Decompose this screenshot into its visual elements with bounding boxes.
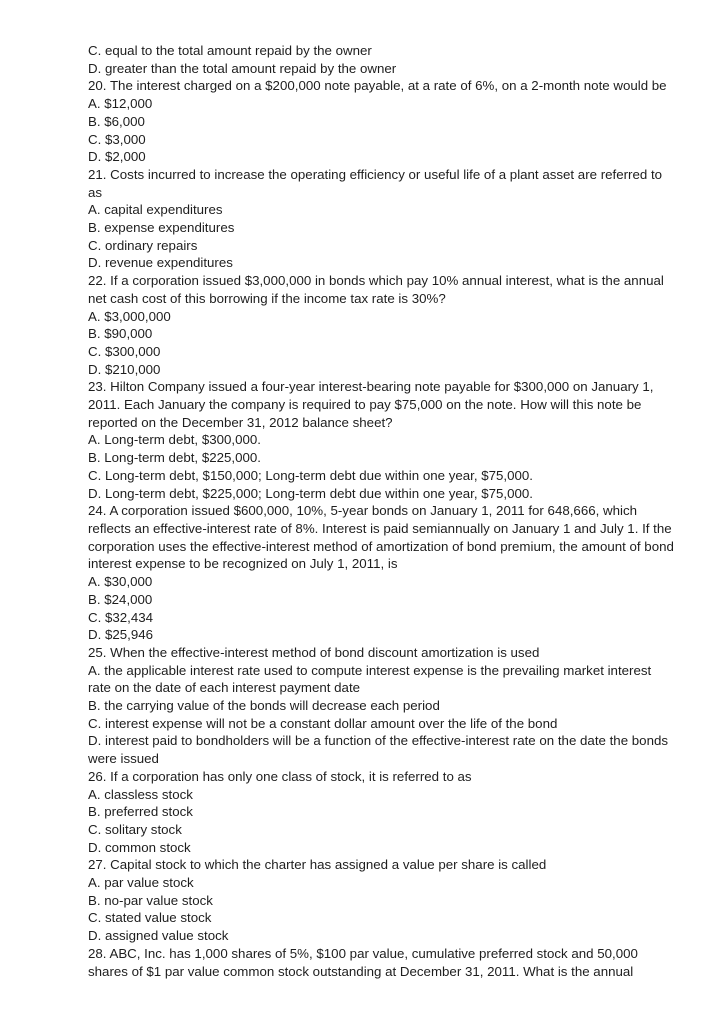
option-a: A. Long-term debt, $300,000. xyxy=(88,432,261,448)
question-23-cont: 2011. Each January the company is required to pay $75,000 on the note. How will this note be xyxy=(88,397,642,413)
option-b: B. Long-term debt, $225,000. xyxy=(88,450,261,466)
question-22-cont: net cash cost of this borrowing if the income tax rate is 30%? xyxy=(88,290,446,306)
option-d: D. interest paid to bondholders will be a function of the effective-interest rate on the date the bonds xyxy=(88,733,669,749)
question-26: 26. If a corporation has only one class of stock, it is referred to as xyxy=(88,768,472,784)
option-c: C. $3,000 xyxy=(88,131,146,147)
option-d: D. assigned value stock xyxy=(88,928,229,944)
question-28: 28. ABC, Inc. has 1,000 shares of 5%, $100 par value, cumulative preferred stock and 50,000 xyxy=(88,945,638,961)
question-25: 25. When the effective-interest method of bond discount amortization is used xyxy=(88,644,540,660)
text-line: D. greater than the total amount repaid by the owner xyxy=(88,60,397,76)
option-c: C. $32,434 xyxy=(88,609,154,625)
option-d: D. $210,000 xyxy=(88,361,161,377)
option-b: B. $24,000 xyxy=(88,591,153,607)
option-b: B. $6,000 xyxy=(88,113,145,129)
document-page xyxy=(88,42,688,980)
option-c: C. interest expense will not be a constant dollar amount over the life of the bond xyxy=(88,715,558,731)
option-b: B. no-par value stock xyxy=(88,892,213,908)
option-d: D. Long-term debt, $225,000; Long-term debt due within one year, $75,000. xyxy=(88,485,534,501)
option-a: A. classless stock xyxy=(88,786,193,802)
question-23: 23. Hilton Company issued a four-year interest-bearing note payable for $300,000 on January 1, xyxy=(88,379,654,395)
option-d: D. common stock xyxy=(88,839,191,855)
question-23-cont: reported on the December 31, 2012 balance sheet? xyxy=(88,414,393,430)
question-27: 27. Capital stock to which the charter has assigned a value per share is called xyxy=(88,857,547,873)
option-c: C. ordinary repairs xyxy=(88,237,198,253)
question-22: 22. If a corporation issued $3,000,000 in bonds which pay 10% annual interest, what is the annual xyxy=(88,273,664,289)
option-a: A. the applicable interest rate used to compute interest expense is the prevailing market interest xyxy=(88,662,652,678)
option-d: D. revenue expenditures xyxy=(88,255,233,271)
option-c: C. solitary stock xyxy=(88,821,182,837)
option-d: D. $25,946 xyxy=(88,627,154,643)
option-a: A. capital expenditures xyxy=(88,202,223,218)
option-c: C. $300,000 xyxy=(88,343,161,359)
option-d: D. $2,000 xyxy=(88,149,146,165)
question-20: 20. The interest charged on a $200,000 note payable, at a rate of 6%, on a 2-month note would be xyxy=(88,78,667,94)
text-line: C. equal to the total amount repaid by the owner xyxy=(88,43,372,58)
question-21: 21. Costs incurred to increase the operating efficiency or useful life of a plant asset are referred to xyxy=(88,166,663,182)
option-d-cont: were issued xyxy=(88,751,159,767)
option-a: A. $12,000 xyxy=(88,96,153,112)
option-a: A. par value stock xyxy=(88,875,194,891)
question-24: 24. A corporation issued $600,000, 10%, 5-year bonds on January 1, 2011 for 648,666, which xyxy=(88,503,637,519)
question-21-cont: as xyxy=(88,184,103,200)
question-28-cont: shares of $1 par value common stock outstanding at December 31, 2011. What is the annual xyxy=(88,963,634,979)
question-24-cont: reflects an effective-interest rate of 8%. Interest is paid semiannually on January 1 and July 1. If the xyxy=(88,520,672,536)
option-b: B. expense expenditures xyxy=(88,220,235,236)
question-24-cont: interest expense to be recognized on July 1, 2011, is xyxy=(88,556,398,572)
option-a: A. $30,000 xyxy=(88,574,153,590)
option-b: B. the carrying value of the bonds will decrease each period xyxy=(88,698,440,714)
option-b: B. $90,000 xyxy=(88,326,153,342)
option-a: A. $3,000,000 xyxy=(88,308,171,324)
option-c: C. Long-term debt, $150,000; Long-term debt due within one year, $75,000. xyxy=(88,467,534,483)
question-24-cont: corporation uses the effective-interest method of amortization of bond premium, the amount of bond xyxy=(88,538,674,554)
option-c: C. stated value stock xyxy=(88,910,212,926)
option-a-cont: rate on the date of each interest payment date xyxy=(88,680,361,696)
option-b: B. preferred stock xyxy=(88,804,193,820)
